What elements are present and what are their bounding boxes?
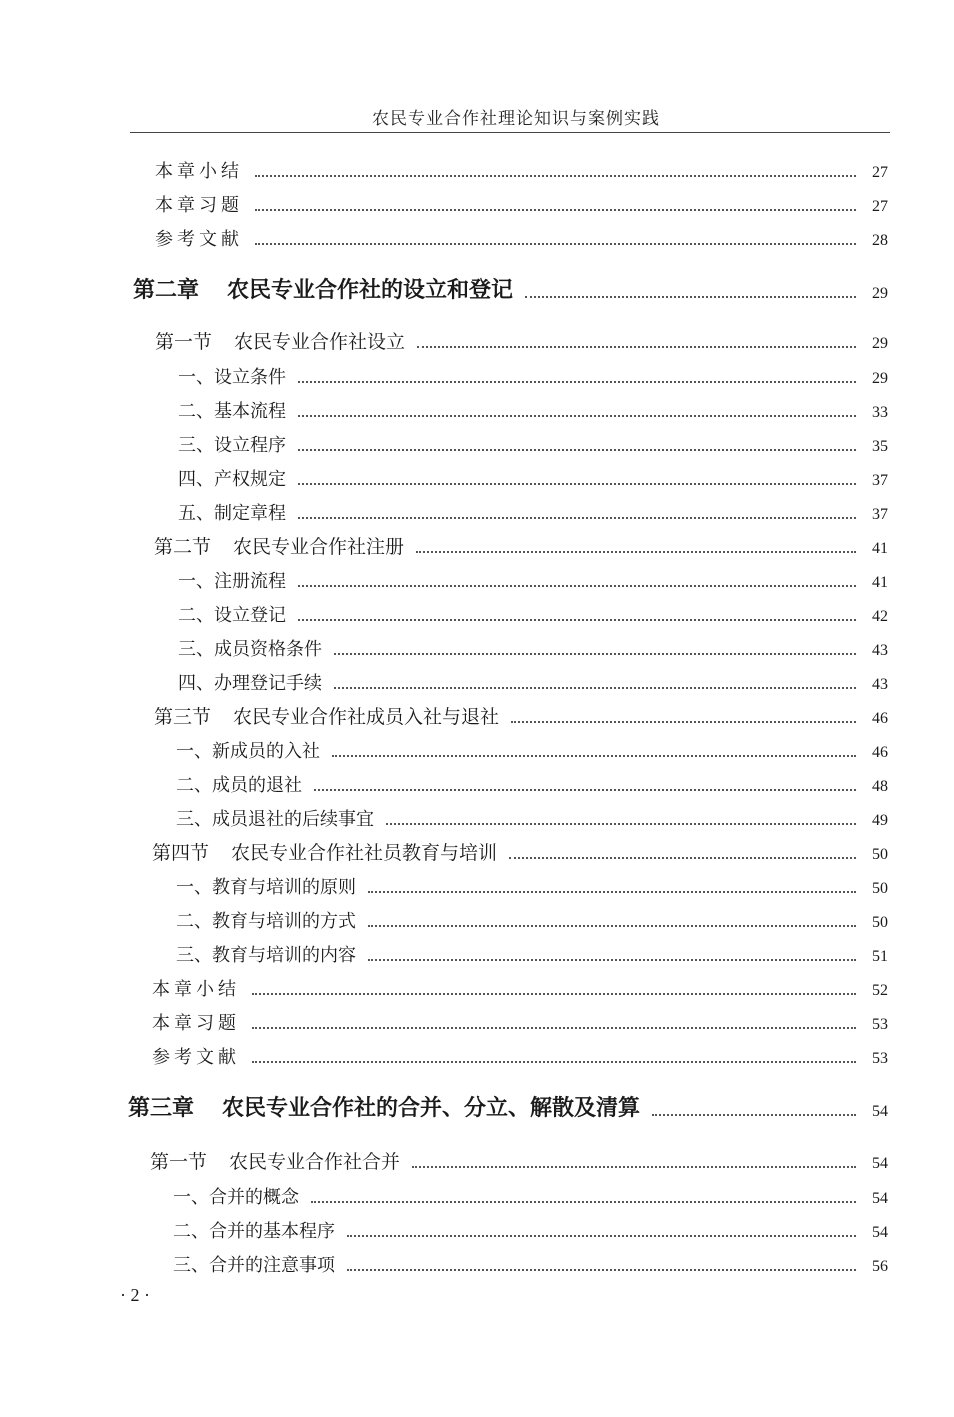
toc-entry-title: 农民专业合作社的设立和登记 <box>227 278 514 303</box>
toc-entry-number: 第四节 <box>152 842 210 864</box>
toc-entry-section[interactable] <box>152 837 888 865</box>
toc-entry-page: 29 <box>872 285 888 302</box>
dot-leader <box>334 687 856 689</box>
toc-entry-item[interactable] <box>176 939 888 967</box>
toc-entry-page: 43 <box>872 676 888 693</box>
toc-entry-page: 50 <box>872 846 888 863</box>
toc-entry-number: 第三节 <box>154 706 212 728</box>
toc-entry-chapter[interactable] <box>133 276 888 304</box>
toc-entry-title: 一、合并的概念 <box>173 1187 299 1208</box>
toc-entry-page: 41 <box>872 574 888 591</box>
toc-entry-number: 第二章 <box>133 278 200 303</box>
toc-entry-page: 41 <box>872 540 888 557</box>
toc-entry-title: 本章习题 <box>155 195 243 216</box>
dot-leader <box>511 721 856 723</box>
toc-entry-page: 29 <box>872 370 888 387</box>
toc-entry-item[interactable] <box>176 769 888 797</box>
toc-entry-title: 四、产权规定 <box>178 469 286 490</box>
toc-entry-title: 农民专业合作社成员入社与退社 <box>233 706 500 728</box>
running-title: 农民专业合作社理论知识与案例实践 <box>372 109 660 129</box>
toc-entry-misc[interactable] <box>155 189 888 217</box>
toc-entry-page: 49 <box>872 812 888 829</box>
toc-entry-page: 48 <box>872 778 888 795</box>
dot-leader <box>368 891 856 893</box>
toc-entry-page: 54 <box>872 1103 888 1120</box>
dot-leader <box>412 1166 856 1168</box>
toc-entry-item[interactable] <box>176 803 888 831</box>
toc-entry-title: 本章小结 <box>155 161 243 182</box>
dot-leader <box>417 346 856 348</box>
dot-leader <box>298 449 856 451</box>
toc-entry-misc[interactable] <box>152 1007 888 1035</box>
dot-leader <box>652 1114 856 1116</box>
toc-entry-item[interactable] <box>173 1181 888 1209</box>
dot-leader <box>509 857 856 859</box>
dot-leader <box>525 296 856 298</box>
toc-entry-item[interactable] <box>178 633 888 661</box>
toc-entry-item[interactable] <box>176 735 888 763</box>
toc-entry-title: 四、办理登记手续 <box>178 673 322 694</box>
toc-entry-item[interactable] <box>178 667 888 695</box>
toc-entry-page: 29 <box>872 335 888 352</box>
toc-entry-item[interactable] <box>178 361 888 389</box>
toc-entry-page: 53 <box>872 1050 888 1067</box>
dot-leader <box>255 175 856 177</box>
toc-entry-page: 46 <box>872 710 888 727</box>
dot-leader <box>386 823 856 825</box>
toc-entry-title: 参考文献 <box>155 229 243 250</box>
page-number: · 2 · <box>120 1285 150 1305</box>
dot-leader <box>252 1061 856 1063</box>
toc-entry-page: 50 <box>872 914 888 931</box>
toc-entry-item[interactable] <box>173 1249 888 1277</box>
toc-entry-page: 54 <box>872 1155 888 1172</box>
toc-entry-page: 35 <box>872 438 888 455</box>
toc-entry-item[interactable] <box>176 905 888 933</box>
toc-entry-title: 参考文献 <box>152 1047 240 1068</box>
toc-entry-misc[interactable] <box>155 155 888 183</box>
toc-entry-title: 一、注册流程 <box>178 571 286 592</box>
toc-entry-number: 第三章 <box>128 1096 195 1121</box>
toc-entry-title: 二、教育与培训的方式 <box>176 911 356 932</box>
dot-leader <box>368 959 856 961</box>
toc-entry-chapter[interactable] <box>128 1094 888 1122</box>
toc-entry-page: 56 <box>872 1258 888 1275</box>
dot-leader <box>298 517 856 519</box>
toc-entry-title: 农民专业合作社的合并、分立、解散及清算 <box>222 1096 641 1121</box>
toc-entry-section[interactable] <box>154 531 888 559</box>
dot-leader <box>311 1201 856 1203</box>
toc-entry-section[interactable] <box>150 1146 888 1174</box>
toc-entry-page: 37 <box>872 506 888 523</box>
toc-entry-title: 五、制定章程 <box>178 503 286 524</box>
dot-leader <box>314 789 856 791</box>
toc-entry-title: 一、新成员的入社 <box>176 741 320 762</box>
toc-entry-page: 54 <box>872 1190 888 1207</box>
toc-entry-title: 二、基本流程 <box>178 401 286 422</box>
toc-entry-title: 本章小结 <box>152 979 240 1000</box>
toc-entry-title: 二、成员的退社 <box>176 775 302 796</box>
toc-entry-title: 二、合并的基本程序 <box>173 1221 335 1242</box>
toc-entry-item[interactable] <box>178 395 888 423</box>
toc-entry-page: 27 <box>872 198 888 215</box>
toc-entry-section[interactable] <box>154 701 888 729</box>
toc-entry-title: 一、设立条件 <box>178 367 286 388</box>
toc-entry-title: 三、成员退社的后续事宜 <box>176 809 374 830</box>
toc-entry-title: 三、合并的注意事项 <box>173 1255 335 1276</box>
dot-leader <box>347 1269 856 1271</box>
toc-entry-page: 28 <box>872 232 888 249</box>
dot-leader <box>347 1235 856 1237</box>
toc-entry-misc[interactable] <box>152 973 888 1001</box>
toc-entry-title: 农民专业合作社社员教育与培训 <box>231 842 498 864</box>
toc-entry-page: 33 <box>872 404 888 421</box>
toc-entry-title: 三、设立程序 <box>178 435 286 456</box>
toc-entry-item[interactable] <box>178 497 888 525</box>
toc-entry-title: 本章习题 <box>152 1013 240 1034</box>
toc-entry-item[interactable] <box>178 599 888 627</box>
dot-leader <box>368 925 856 927</box>
dot-leader <box>255 209 856 211</box>
toc-entry-page: 54 <box>872 1224 888 1241</box>
toc-entry-number: 第二节 <box>154 536 212 558</box>
toc-entry-number: 第一节 <box>150 1151 208 1173</box>
toc-entry-page: 42 <box>872 608 888 625</box>
dot-leader <box>298 483 856 485</box>
toc-entry-item[interactable] <box>178 429 888 457</box>
toc-entry-section[interactable] <box>155 326 888 354</box>
toc-entry-page: 46 <box>872 744 888 761</box>
toc-entry-title: 三、成员资格条件 <box>178 639 322 660</box>
dot-leader <box>298 585 856 587</box>
toc-entry-page: 51 <box>872 948 888 965</box>
toc-entry-title: 三、教育与培训的内容 <box>176 945 356 966</box>
toc-entry-page: 53 <box>872 1016 888 1033</box>
toc-entry-misc[interactable] <box>155 223 888 251</box>
toc-entry-title: 二、设立登记 <box>178 605 286 626</box>
toc-entry-page: 52 <box>872 982 888 999</box>
dot-leader <box>298 381 856 383</box>
dot-leader <box>298 415 856 417</box>
toc-entry-misc[interactable] <box>152 1041 888 1069</box>
toc-entry-item[interactable] <box>176 871 888 899</box>
toc-entry-number: 第一节 <box>155 331 213 353</box>
toc-entry-page: 50 <box>872 880 888 897</box>
toc-entry-page: 27 <box>872 164 888 181</box>
toc-entry-title: 农民专业合作社合并 <box>229 1151 401 1173</box>
toc-entry-page: 37 <box>872 472 888 489</box>
toc-entry-title: 农民专业合作社设立 <box>234 331 406 353</box>
dot-leader <box>334 653 856 655</box>
toc-entry-page: 43 <box>872 642 888 659</box>
dot-leader <box>416 551 856 553</box>
dot-leader <box>252 993 856 995</box>
toc-entry-item[interactable] <box>178 463 888 491</box>
dot-leader <box>252 1027 856 1029</box>
dot-leader <box>255 243 856 245</box>
toc-entry-title: 农民专业合作社注册 <box>233 536 405 558</box>
toc-entry-title: 一、教育与培训的原则 <box>176 877 356 898</box>
toc-entry-item[interactable] <box>173 1215 888 1243</box>
dot-leader <box>332 755 856 757</box>
toc-entry-item[interactable] <box>178 565 888 593</box>
dot-leader <box>298 619 856 621</box>
